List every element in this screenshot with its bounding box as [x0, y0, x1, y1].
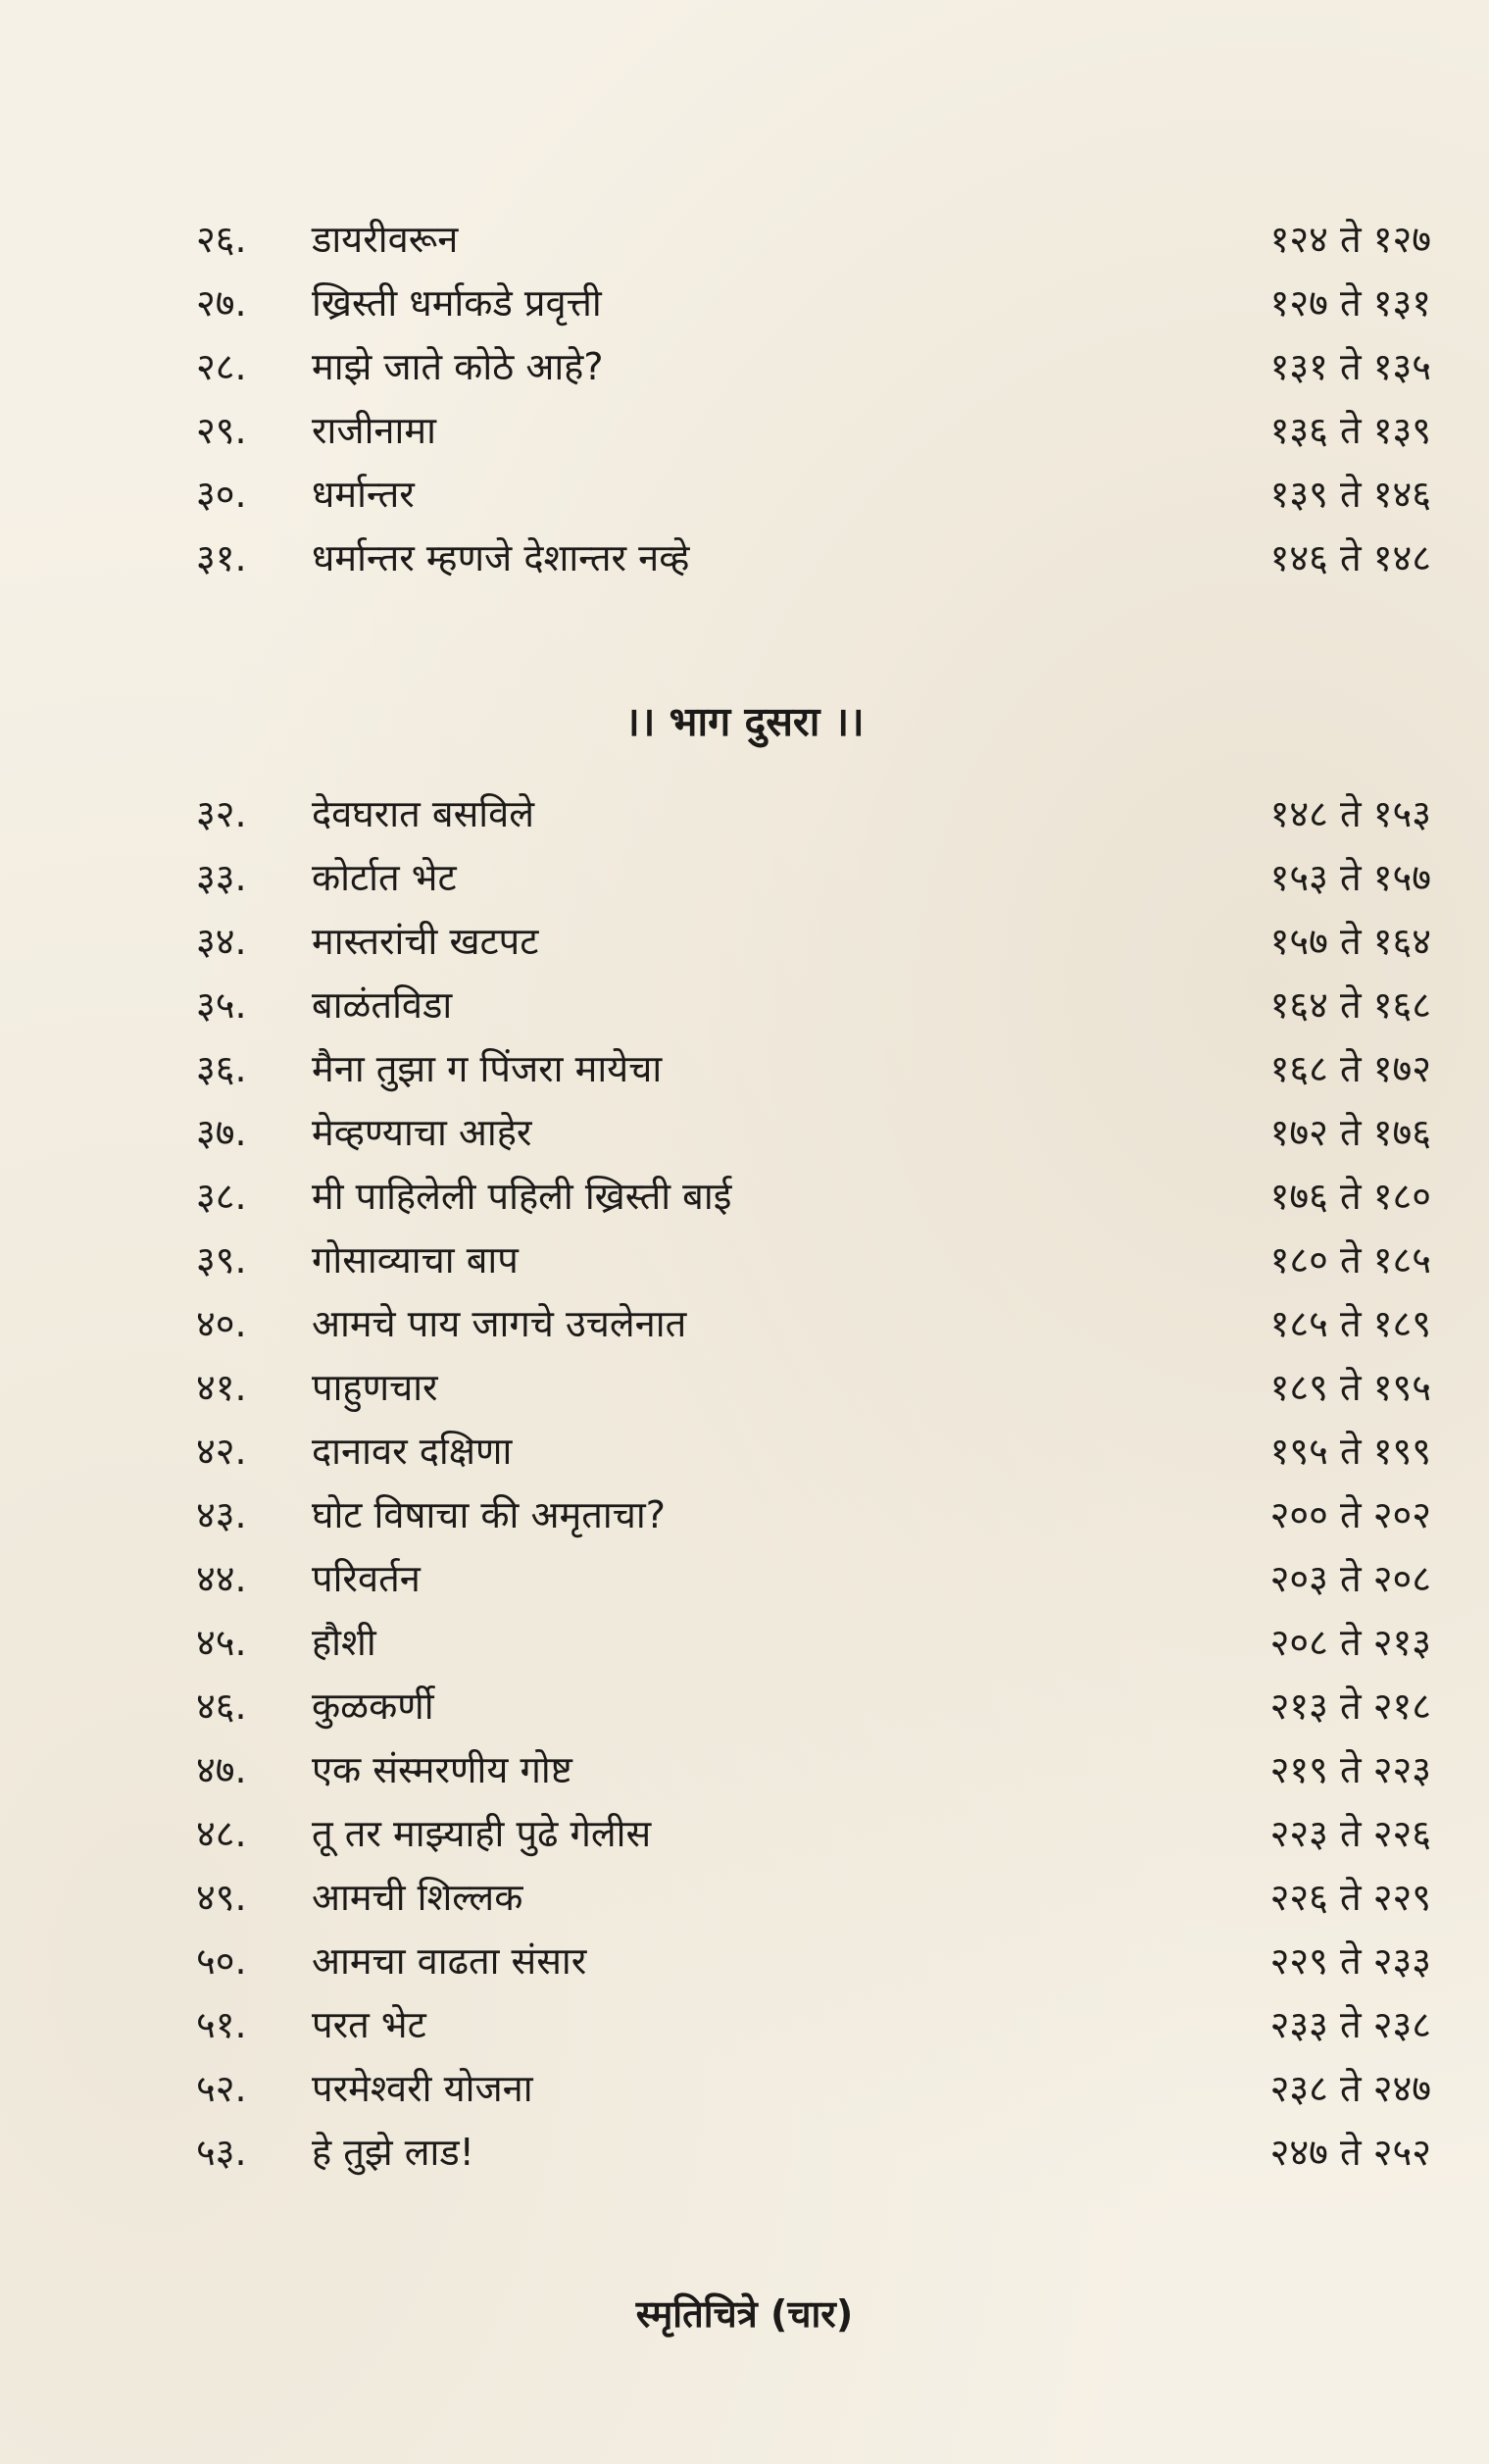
page-range: १८० ते १८५: [1269, 1238, 1431, 1282]
chapter-number: ३५.: [196, 983, 247, 1027]
chapter-number: ३२.: [196, 792, 247, 835]
page-range: १२७ ते १३१: [1269, 281, 1431, 325]
page-range: १८५ ते १८९: [1269, 1302, 1431, 1345]
page-range: १३१ ते १३५: [1269, 345, 1431, 388]
chapter-title: माझे जाते कोठे आहे?: [312, 345, 604, 388]
toc-part-one: [196, 208, 1431, 590]
chapter-title: तू तर माझ्याही पुढे गेलीस: [312, 1812, 652, 1855]
toc-row: [196, 1802, 1431, 1866]
chapter-number: ३६.: [196, 1047, 247, 1090]
page-range: २२६ ते २२९: [1269, 1876, 1431, 1919]
chapter-number: ३१.: [196, 536, 247, 579]
chapter-title: मैना तुझा ग पिंजरा मायेचा: [312, 1047, 663, 1090]
page-range: २३३ ते २३८: [1269, 2003, 1431, 2046]
toc-row: [196, 527, 1431, 590]
chapter-title: आमचे पाय जागचे उचलेनात: [312, 1302, 687, 1345]
page-range: २०० ते २०२: [1269, 1493, 1431, 1536]
section-heading: ।। भाग दुसरा ।।: [624, 698, 865, 745]
page-range: १२४ ते १२७: [1269, 218, 1431, 261]
chapter-title: ख्रिस्ती धर्माकडे प्रवृत्ती: [312, 281, 602, 325]
chapter-title: परमेश्वरी योजना: [312, 2067, 533, 2110]
page-range: १३६ ते १३९: [1269, 409, 1431, 452]
page-range: १७६ ते १८०: [1269, 1175, 1431, 1218]
chapter-number: ४२.: [196, 1430, 247, 1473]
toc-row: [196, 272, 1431, 335]
chapter-number: ३७.: [196, 1111, 247, 1154]
toc-row: [196, 1420, 1431, 1483]
toc-row: [196, 974, 1431, 1037]
chapter-title: मी पाहिलेली पहिली ख्रिस्ती बाई: [312, 1175, 732, 1218]
toc-row: [196, 782, 1431, 846]
toc-row: [196, 208, 1431, 272]
chapter-number: ५३.: [196, 2131, 247, 2174]
toc-row: [196, 1866, 1431, 1930]
toc-row: [196, 335, 1431, 399]
chapter-title: कोर्टात भेट: [312, 856, 457, 899]
chapter-number: ५२.: [196, 2067, 247, 2110]
page-range: १६८ ते १७२: [1269, 1047, 1431, 1090]
toc-row: [196, 1292, 1431, 1356]
toc-row: [196, 1993, 1431, 2057]
chapter-number: ४४.: [196, 1557, 247, 1600]
page-range: २३८ ते २४७: [1269, 2067, 1431, 2110]
page-range: १४८ ते १५३: [1269, 792, 1431, 835]
chapter-number: ३४.: [196, 920, 247, 963]
chapter-number: ४९.: [196, 1876, 247, 1919]
page-range: १४६ ते १४८: [1269, 536, 1431, 579]
chapter-title: बाळंतविडा: [312, 983, 453, 1027]
chapter-number: २७.: [196, 281, 247, 325]
chapter-number: ४०.: [196, 1302, 247, 1345]
page-range: १३९ ते १४६: [1269, 473, 1431, 516]
toc-row: [196, 2121, 1431, 2185]
toc-row: [196, 1675, 1431, 1738]
toc-row: [196, 463, 1431, 527]
chapter-number: ४७.: [196, 1748, 247, 1791]
toc-row: [196, 1165, 1431, 1229]
toc-row: [196, 1356, 1431, 1420]
page-range: २१३ ते २१८: [1269, 1685, 1431, 1728]
chapter-title: हौशी: [312, 1621, 376, 1664]
chapter-title: परिवर्तन: [312, 1557, 421, 1600]
chapter-title: आमची शिल्लक: [312, 1876, 523, 1919]
chapter-number: ४५.: [196, 1621, 247, 1664]
toc-row: [196, 1229, 1431, 1292]
chapter-title: एक संस्मरणीय गोष्ट: [312, 1748, 572, 1791]
chapter-number: ३३.: [196, 856, 247, 899]
chapter-number: ५१.: [196, 2003, 247, 2046]
chapter-title: गोसाव्याचा बाप: [312, 1238, 519, 1282]
chapter-title: परत भेट: [312, 2003, 426, 2046]
chapter-title: देवघरात बसविले: [312, 792, 535, 835]
chapter-title: दानावर दक्षिणा: [312, 1430, 513, 1473]
chapter-title: राजीनामा: [312, 409, 436, 452]
toc-row: [196, 1101, 1431, 1165]
page-range: १७२ ते १७६: [1269, 1111, 1431, 1154]
toc-row: [196, 1738, 1431, 1802]
page-range: १५७ ते १६४: [1269, 920, 1431, 963]
toc-row: [196, 1037, 1431, 1101]
chapter-title: धर्मान्तर: [312, 473, 415, 516]
chapter-title: मेव्हण्याचा आहेर: [312, 1111, 532, 1154]
chapter-number: ४१.: [196, 1366, 247, 1409]
chapter-number: ४८.: [196, 1812, 247, 1855]
chapter-number: ३९.: [196, 1238, 247, 1282]
chapter-title: मास्तरांची खटपट: [312, 920, 539, 963]
toc-row: [196, 1547, 1431, 1611]
page-range: २०३ ते २०८: [1269, 1557, 1431, 1600]
chapter-number: २९.: [196, 409, 247, 452]
toc-row: [196, 1483, 1431, 1547]
toc-row: [196, 910, 1431, 974]
page-range: १६४ ते १६८: [1269, 983, 1431, 1027]
chapter-title: कुळकर्णी: [312, 1685, 434, 1728]
chapter-title: हे तुझे लाड!: [312, 2131, 474, 2174]
chapter-title: पाहुणचार: [312, 1366, 438, 1409]
page-range: २२३ ते २२६: [1269, 1812, 1431, 1855]
page-range: २१९ ते २२३: [1269, 1748, 1431, 1791]
toc-row: [196, 1930, 1431, 1993]
page-range: २०८ ते २१३: [1269, 1621, 1431, 1664]
chapter-title: आमचा वाढता संसार: [312, 1939, 587, 1983]
toc-row: [196, 846, 1431, 910]
page-range: १५३ ते १५७: [1269, 856, 1431, 899]
chapter-number: ३८.: [196, 1175, 247, 1218]
chapter-number: ४३.: [196, 1493, 247, 1536]
page-range: २२९ ते २३३: [1269, 1939, 1431, 1983]
chapter-title: घोट विषाचा की अमृताचा?: [312, 1493, 666, 1536]
toc-row: [196, 2057, 1431, 2121]
chapter-title: डायरीवरून: [312, 218, 459, 261]
toc-row: [196, 1611, 1431, 1675]
toc-row: [196, 399, 1431, 463]
chapter-number: ३०.: [196, 473, 247, 516]
toc-part-two: [196, 782, 1431, 2185]
page-range: २४७ ते २५२: [1269, 2131, 1431, 2174]
chapter-number: २६.: [196, 218, 247, 261]
chapter-number: २८.: [196, 345, 247, 388]
page-range: १९५ ते १९९: [1269, 1430, 1431, 1473]
chapter-number: ४६.: [196, 1685, 247, 1728]
page-range: १८९ ते १९५: [1269, 1366, 1431, 1409]
chapter-title: धर्मान्तर म्हणजे देशान्तर नव्हे: [312, 536, 690, 579]
chapter-number: ५०.: [196, 1939, 247, 1983]
page-footer: स्मृतिचित्रे (चार): [635, 2292, 854, 2336]
